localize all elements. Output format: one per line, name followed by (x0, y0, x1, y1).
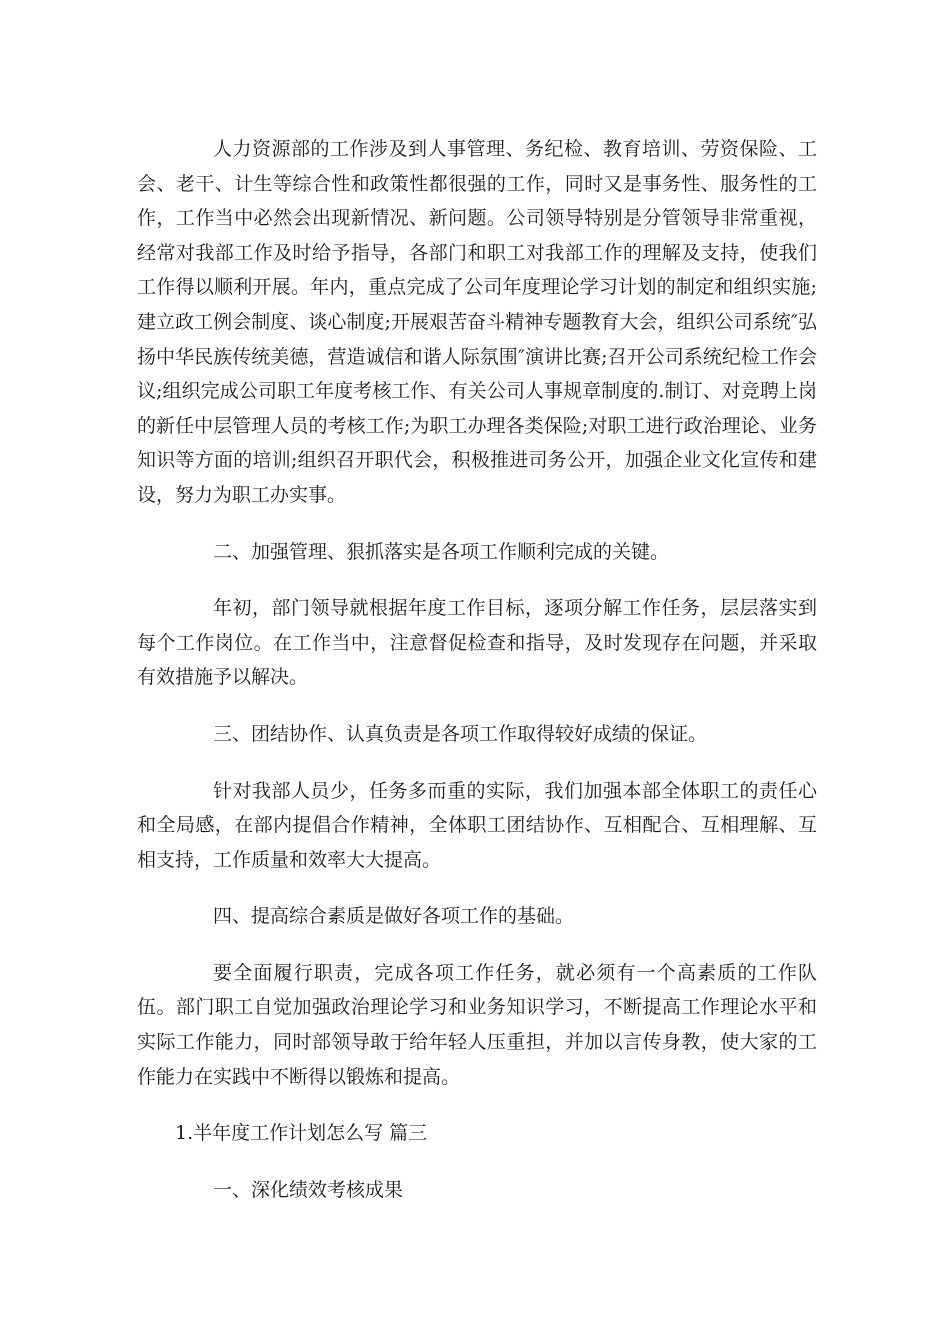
document-body (137, 132, 817, 1207)
heading-teamwork: 三、团结协作、认真负责是各项工作取得较好成绩的保证。 (213, 722, 708, 745)
paragraph-management: 年初，部门领导就根据年度工作目标，逐项分解工作任务，层层落实到每个工作岗位。在工作当中，注意督促检查和指导，及时发现存在问题，并采取有效措施予以解决。 (137, 597, 817, 689)
section-title: 1.半年度工作计划怎么写 篇三 (175, 1122, 428, 1145)
paragraph-quality: 要全面履行职责，完成各项工作任务，就必须有一个高素质的工作队伍。部门职工自觉加强政治理论学习和业务知识学习，不断提高工作理论水平和实际工作能力，同时部领导敢于给年轻人压重担，并加以言传身教，使大家的工作能力在实践中不断得以锻炼和提高。 (137, 961, 817, 1088)
paragraph-teamwork: 针对我部人员少，任务多而重的实际，我们加强本部全体职工的责任心和全局感，在部内提倡合作精神，全体职工团结协作、互相配合、互相理解、互相支持，工作质量和效率大大提高。 (137, 779, 817, 871)
paragraph-hr-duties: 人力资源部的工作涉及到人事管理、务纪检、教育培训、劳资保险、工会、老干、计生等综合性和政策性都很强的工作，同时又是事务性、服务性的工作，工作当中必然会出现新情况、新问题。公司领导特别是分管领导非常重视，经常对我部工作及时给予指导，各部门和职工对我部工作的理解及支持，使我们工作得以顺利开展。年内，重点完成了公司年度理论学习计划的制定和组织实施;建立政工例会制度、谈心制度;开展艰苦奋斗精神专题教育大会，组织公司系统″弘扬中华民族传统美德，营造诚信和谐人际氛围″演讲比赛;召开公司系统纪检工作会议;组织完成公司职工年度考核工作、有关公司人事规章制度的.制订、对竞聘上岗的新任中层管理人员的考核工作;为职工办理各类保险;对职工进行政治理论、业务知识等方面的培训;组织召开职代会，积极推进司务公开，加强企业文化宣传和建设，努力为职工办实事。 (137, 138, 817, 506)
heading-management: 二、加强管理、狠抓落实是各项工作顺利完成的关键。 (213, 540, 670, 563)
heading-quality: 四、提高综合素质是做好各项工作的基础。 (213, 905, 575, 928)
subheading-performance: 一、深化绩效考核成果 (213, 1178, 404, 1201)
